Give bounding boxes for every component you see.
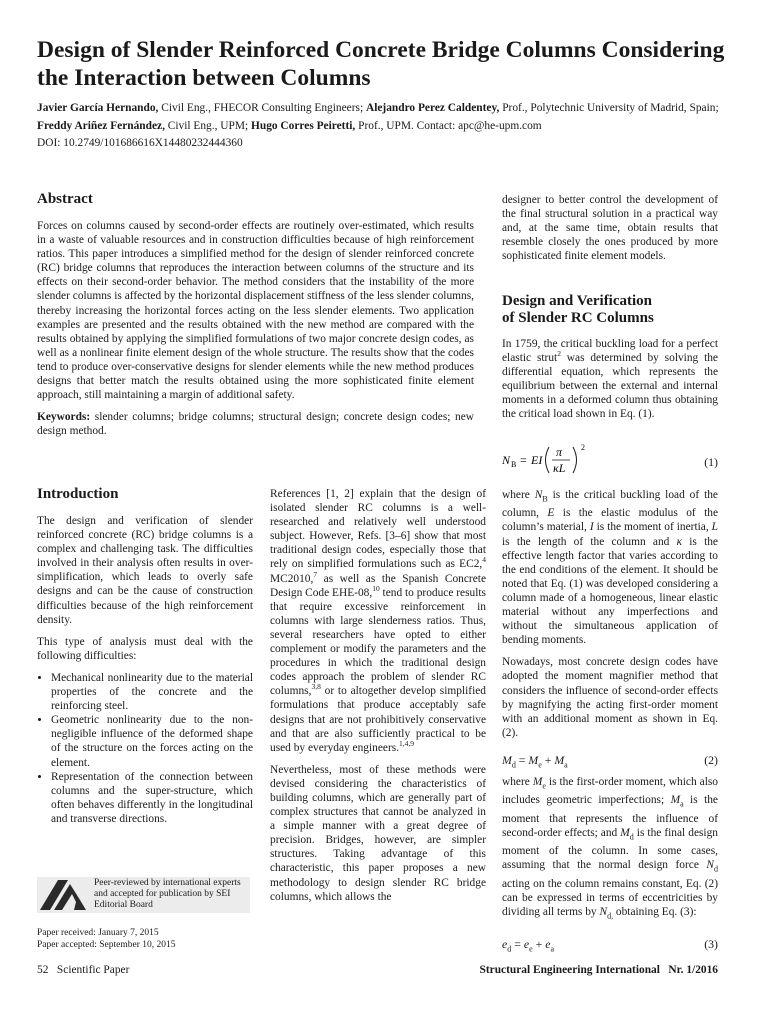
body-paragraph: designer to better control the development of the final structural solution in a practical way and, at the same time, obtain results that resemble closely the ones produced by more sophisticated finite element models. <box>502 194 718 263</box>
equation-number: (1) <box>704 455 718 469</box>
introduction-column <box>37 514 253 834</box>
author-affiliation: Civil Eng., UPM; <box>164 119 251 132</box>
section-heading-design: Design and Verification of Slender RC Columns <box>502 293 654 326</box>
svg-text:=: = <box>520 453 527 467</box>
intro-paragraph: This type of analysis must deal with the following difficulties: <box>37 635 253 662</box>
author-block <box>37 100 737 153</box>
svg-text:κL: κL <box>553 461 566 475</box>
author-affiliation: Prof., UPM. Contact: apc@he-upm.com <box>355 119 542 132</box>
abstract-body <box>37 219 474 438</box>
peer-review-text: Peer-reviewed by international experts and accepted for publication by SEI Editorial Board <box>94 878 241 910</box>
equation-1-formula <box>502 442 612 478</box>
body-paragraph: Nevertheless, most of these methods were devised considering the characteristics of building columns, which are generally part of complex structures that cannot be analyzed in a simple manner with a great degree of precision. Bridges, however, are simpler structures. Taking advantage of this characteristic, this paper proposes a new methodology to design slender RC bridge columns, which allows the <box>270 763 486 903</box>
sei-logo-icon <box>40 880 90 910</box>
svg-text:B: B <box>511 460 517 469</box>
column-two <box>270 487 486 904</box>
equation-3 <box>502 937 718 956</box>
received-date: Paper received: January 7, 2015 <box>37 928 159 938</box>
keywords-text: slender columns; bridge columns; structural design; concrete design codes; new design method. <box>37 411 474 438</box>
body-paragraph: References [1, 2] explain that the design of isolated slender RC columns is a well-researched and relatively well understood subject. However, Refs. [3–6] show that most traditional design codes, especially those that rely on simplified formulations such as EC2,$^4$ MC2010,$^7$ as well as the Spanish Concrete Design Code EHE-08,10 tend to produce results that require excessive reinforcement in columns with large slenderness ratios. Thus, several researchers have opted to either complement or modify the parameters and the procedures in which the traditional design codes approach the problem of slender RC columns,$^{3,8}$ or to altogether develop simplified formulations that produce acceptably safe designs that are not prohibitively conservative and that are also sufficiently practical to be used by everyday engineers.$^{1,4,9}$ <box>270 488 486 754</box>
body-paragraph: In 1759, the critical buckling load for a perfect elastic strut$^2$ was determined by solving the differential equation, which represents the equilibrium between the external and internal moments in a deformed column thus obtaining the critical load shown in Eq. (1). <box>502 338 718 421</box>
equation-3-formula: $e_d = e_e + e_a$ <box>502 937 554 954</box>
introduction-heading: Introduction <box>37 486 119 502</box>
body-paragraph: Nowadays, most concrete design codes have adopted the moment magnifier method that considers the influence of second-order effects by magnifying the acting first-order moment with an additional moment as shown in Eq. (2). <box>502 656 718 739</box>
equation-1 <box>502 442 718 476</box>
footer-page-label: 52 Scientific Paper <box>37 964 130 976</box>
column-three-top <box>502 193 718 263</box>
svg-text:N: N <box>502 453 511 467</box>
abstract-heading: Abstract <box>37 191 93 207</box>
difficulties-list <box>37 671 253 826</box>
equation-number: (2) <box>704 753 718 767</box>
author-name: Hugo Corres Peiretti, <box>251 119 356 132</box>
body-paragraph: where $N_B$ is the critical buckling load of the column, E is the elastic modulus of the column’s material, I is the moment of inertia, L is the length of the column and κ is the effective length factor that varies according to the end conditions of the element. It should be noted that Eq. (1) was developed considering a column made of a homogeneous, linear elastic material without any imperfections and without the simultaneous application of bending moments. <box>502 489 718 647</box>
list-item: • Mechanical nonlinearity due to the material properties of the concrete and the reinforcing steel. <box>51 671 253 713</box>
column-three-body-2 <box>502 775 718 923</box>
list-item: • Geometric nonlinearity due to the non-negligible influence of the deformed shape of the structure on the forces acting on the element. <box>51 713 253 769</box>
column-three-body <box>502 488 718 740</box>
author-name: Javier García Hernando, <box>37 102 159 114</box>
peer-review-box <box>37 877 250 913</box>
keywords-label: Keywords: <box>37 411 91 424</box>
svg-text:EI: EI <box>531 453 543 467</box>
column-three-intro <box>502 337 718 422</box>
keywords <box>37 410 474 438</box>
svg-text:2: 2 <box>581 443 585 452</box>
svg-text:π: π <box>556 445 563 459</box>
paper-dates <box>37 928 257 951</box>
author-name: Freddy Ariñez Fernández, <box>37 119 165 132</box>
equation-2 <box>502 753 718 772</box>
equation-number: (3) <box>704 937 718 951</box>
list-item: • Representation of the connection between columns and the super-structure, which often behaves differently in the longitudinal and transverse directions. <box>51 770 253 826</box>
equation-2-formula: $M_d = M_e + M_a$ <box>502 753 568 770</box>
doi: DOI: 10.2749/101686616X14480232444360 <box>37 137 243 149</box>
author-affiliation: Prof., Polytechnic University of Madrid, Spain; <box>499 102 719 114</box>
abstract-text: Forces on columns caused by second-order effects are routinely over-estimated, which results in a waste of valuable resources and in construction difficulties because of high reinforcement ratios. This paper introduces a simplified method for the design of slender reinforced concrete (RC) bridge columns that reproduces the interaction between columns of the structure and its effects on their second-order behavior. The method considers that the instability of the more slender columns is affected by the horizontal displacement stiffness of the less slender columns, thereby increasing the horizontal forces acting on the less slender elements. Two application examples are presented and the results obtained with the new method are compared with the results obtained by applying the simplified formulations of two major concrete design codes, as well as a nonlinear finite element design of the whole structure. The results show that the codes tend to produce over-conservative designs for slender elements while the new method produces designs that better match the results obtained using the more sophisticated finite element approach, still maintaining a margin of additional safety. <box>37 220 474 402</box>
accepted-date: Paper accepted: September 10, 2015 <box>37 939 176 950</box>
author-name: Alejandro Perez Caldentey, <box>365 102 500 114</box>
paper-title: Design of Slender Reinforced Concrete Bridge Columns Considering the Interaction between Columns <box>37 37 725 91</box>
author-affiliation: Civil Eng., FHECOR Consulting Engineers; <box>158 102 366 114</box>
intro-paragraph: The design and verification of slender reinforced concrete (RC) bridge columns is a complex and challenging task. The difficulties involved in their analysis often results in over-simplification, which leads to overly safe designs and can be the cause of construction difficulties because of the high reinforcement density. <box>37 515 253 626</box>
body-paragraph: where $M_e$ is the first-order moment, which also includes geometric imperfections; $M_a$ is the moment that represents the influence of second-order effects; and $M_d$ is the final design moment of the column. In some cases, assuming that the normal design force $N_d$ acting on the column remains constant, Eq. (2) can be expressed in terms of eccentricities by dividing all terms by $N_{d,}$ obtaining Eq. (3): <box>502 776 718 921</box>
footer-journal: Structural Engineering International Nr. 1/2016 <box>479 964 718 976</box>
